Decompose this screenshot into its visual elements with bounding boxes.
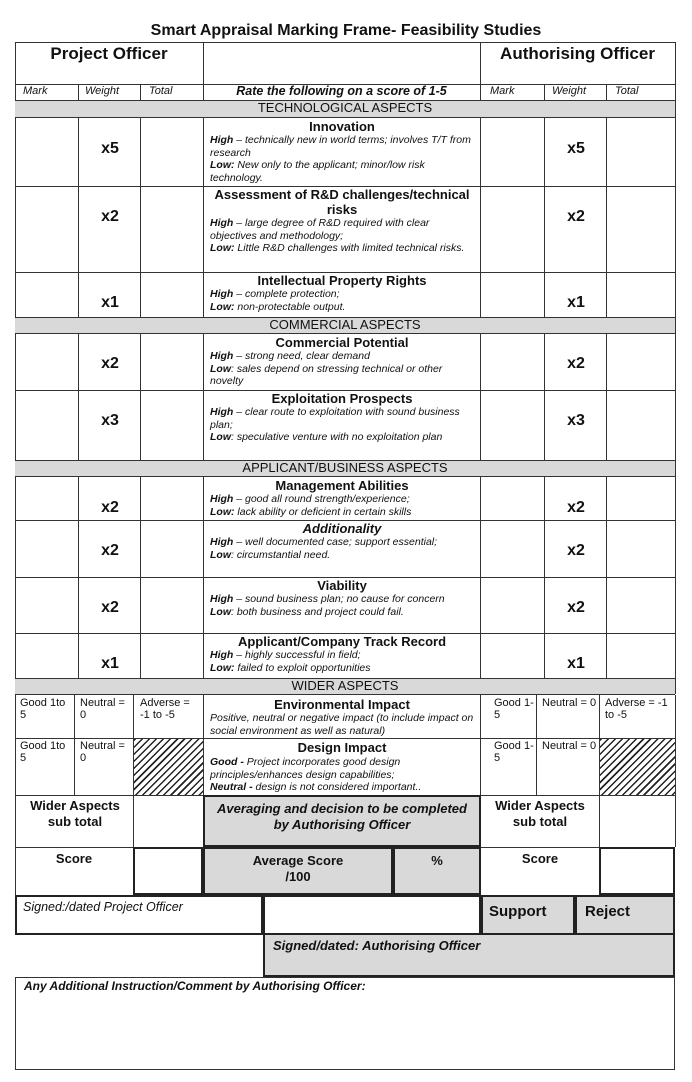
po-mark-cell[interactable] (16, 478, 77, 520)
low-label: Low: (210, 159, 235, 171)
high-text: – strong need, clear demand (233, 350, 370, 362)
col-total-ao: Total (615, 85, 639, 97)
high-text: – sound business plan; no cause for concern (233, 593, 445, 605)
high-text: – highly successful in field; (233, 649, 361, 661)
po-weight: x2 (101, 208, 119, 225)
ao-total-cell[interactable] (607, 335, 674, 390)
comment-label: Any Additional Instruction/Comment by Authorising Officer: (24, 979, 366, 993)
criterion-title: Commercial Potential (275, 335, 409, 350)
criterion-title: Intellectual Property Rights (257, 273, 427, 288)
po-score-label: Score (55, 851, 93, 866)
average-score-cell: Average Score /100 (203, 847, 393, 895)
design-neutral-text: design is not considered important.. (252, 781, 422, 793)
high-label: High (210, 350, 234, 362)
page-title: Smart Appraisal Marking Frame- Feasibility Studies (150, 22, 542, 39)
low-label: Low (210, 362, 231, 375)
section-wider: WIDER ASPECTS (15, 678, 675, 695)
po-weight: x2 (101, 355, 119, 372)
ao-weight: x2 (567, 355, 585, 372)
ao-design-neutral: Neutral = 0 (542, 740, 597, 752)
design-good-label: Good - (210, 756, 244, 768)
ao-mark-cell[interactable] (481, 187, 542, 272)
criterion (206, 634, 478, 674)
ao-weight: x2 (567, 542, 585, 559)
high-text: – large degree of R&D required with clear objectives and methodology; (210, 217, 430, 242)
ao-total-cell[interactable] (607, 273, 674, 317)
ao-weight: x3 (567, 412, 585, 429)
po-total-cell[interactable] (141, 478, 202, 520)
po-total-cell[interactable] (141, 273, 202, 317)
low-text: : both business and project could fail. (231, 605, 404, 618)
high-label: High (210, 593, 234, 605)
po-mark-cell[interactable] (16, 335, 77, 390)
ao-total-cell[interactable] (607, 634, 674, 678)
comment-box[interactable] (15, 977, 675, 1070)
reject-button[interactable]: Reject (575, 895, 675, 935)
criterion (206, 335, 478, 388)
high-text: – complete protection; (233, 288, 340, 300)
po-env-neutral: Neutral = 0 (80, 697, 125, 721)
ao-mark-cell[interactable] (481, 521, 542, 577)
low-text: Little R&D challenges with limited technical risks. (234, 242, 465, 254)
design-impact-title: Design Impact (297, 740, 387, 755)
po-design-good: Good 1to 5 (20, 740, 66, 764)
criterion-title: Assessment of R&D challenges/technical risks (214, 187, 470, 217)
section-applicant: APPLICANT/BUSINESS ASPECTS (15, 460, 675, 477)
po-env-adverse: Adverse = -1 to -5 (140, 697, 190, 721)
averaging-note: Averaging and decision to be completed by Authorising Officer (203, 795, 481, 847)
low-label: Low: (210, 661, 235, 674)
col-mark-po: Mark (23, 85, 48, 97)
criterion-title: Management Abilities (275, 478, 409, 493)
high-text: – technically new in world terms; involves T/T from research (210, 134, 471, 159)
po-design-neutral: Neutral = 0 (80, 740, 125, 764)
ao-env-good: Good 1-5 (494, 697, 534, 721)
po-signature-box[interactable]: Signed:/dated Project Officer (15, 895, 263, 935)
env-impact-desc: Positive, neutral or negative impact (to include impact on social environment as well as natural) (210, 712, 474, 737)
po-total-cell[interactable] (141, 634, 202, 678)
ao-score-cell[interactable] (599, 847, 675, 895)
ao-mark-cell[interactable] (481, 273, 542, 317)
po-mark-cell[interactable] (16, 119, 77, 186)
low-label: Low (210, 431, 231, 443)
ao-weight: x2 (567, 208, 585, 225)
high-label: High (210, 536, 234, 548)
high-text: – clear route to exploitation with sound business plan; (210, 406, 460, 431)
ao-env-neutral: Neutral = 0 (542, 697, 597, 709)
criterion (206, 578, 478, 618)
criterion (206, 478, 478, 518)
po-mark-cell[interactable] (16, 521, 77, 577)
high-label: High (210, 493, 234, 505)
criterion (206, 391, 478, 444)
low-text: non-protectable output. (234, 300, 346, 313)
ao-weight: x2 (567, 499, 585, 516)
ao-score-label: Score (521, 851, 559, 866)
criterion (206, 119, 478, 184)
percent-cell[interactable]: % (393, 847, 481, 895)
criterion-title: Additionality (302, 521, 382, 536)
po-env-good: Good 1to 5 (20, 697, 66, 721)
po-total-cell[interactable] (141, 521, 202, 577)
high-label: High (210, 134, 234, 146)
col-mark-ao: Mark (490, 85, 515, 97)
ao-weight: x1 (567, 294, 585, 311)
low-text: failed to exploit opportunities (234, 661, 371, 674)
criterion-title: Exploitation Prospects (271, 391, 413, 406)
authorising-officer-header: Authorising Officer (500, 44, 655, 63)
ao-design-adverse-hatched (600, 739, 675, 795)
criterion (206, 521, 478, 561)
po-mark-cell[interactable] (16, 578, 77, 633)
section-commercial: COMMERCIAL ASPECTS (15, 317, 675, 334)
low-label: Low: (210, 505, 235, 518)
ao-total-cell[interactable] (607, 578, 674, 633)
ao-total-cell[interactable] (607, 478, 674, 520)
po-mark-cell[interactable] (16, 634, 77, 678)
high-text: – well documented case; support essential; (233, 536, 438, 548)
po-mark-cell[interactable] (16, 391, 77, 460)
po-weight: x1 (101, 294, 119, 311)
criterion-title: Applicant/Company Track Record (237, 634, 447, 649)
low-text: : speculative venture with no exploitation plan (231, 431, 443, 443)
env-impact-title: Environmental Impact (274, 697, 410, 712)
high-label: High (210, 217, 234, 229)
ao-mark-cell[interactable] (481, 478, 542, 520)
po-weight: x5 (101, 140, 119, 157)
criterion-title: Viability (317, 578, 367, 593)
low-text: : sales depend on stressing technical or other novelty (210, 362, 443, 387)
ao-wider-sub-total-label: Wider Aspects sub total (495, 798, 585, 829)
po-total-cell[interactable] (141, 391, 202, 460)
design-neutral-label: Neutral - (210, 781, 253, 793)
low-label: Low: (210, 300, 235, 313)
po-wider-sub-total-cell[interactable] (134, 796, 202, 846)
po-total-cell[interactable] (141, 119, 202, 186)
po-total-cell[interactable] (141, 187, 202, 272)
ao-total-cell[interactable] (607, 187, 674, 272)
high-label: High (210, 406, 234, 418)
ao-weight: x2 (567, 599, 585, 616)
po-wider-sub-total-label: Wider Aspects sub total (30, 798, 120, 829)
high-label: High (210, 649, 234, 661)
ao-design-good: Good 1-5 (494, 740, 534, 764)
ao-total-cell[interactable] (607, 119, 674, 186)
po-weight: x3 (101, 412, 119, 429)
ao-mark-cell[interactable] (481, 335, 542, 390)
criterion-title: Innovation (309, 119, 375, 134)
criterion (206, 187, 478, 255)
ao-signature-top[interactable] (263, 895, 481, 935)
po-total-cell[interactable] (141, 578, 202, 633)
low-text: New only to the applicant; minor/low risk technology. (210, 159, 425, 184)
po-design-adverse-hatched (134, 739, 203, 795)
po-total-cell[interactable] (141, 335, 202, 390)
po-weight: x2 (101, 542, 119, 559)
support-button[interactable]: Support (481, 895, 575, 935)
low-label: Low: (210, 242, 235, 254)
design-good-text: Project incorporates good design principles/enhances design capabilities; (210, 756, 401, 781)
project-officer-header: Project Officer (50, 44, 168, 63)
ao-mark-cell[interactable] (481, 119, 542, 186)
criterion (206, 273, 478, 313)
po-weight: x2 (101, 599, 119, 616)
ao-total-cell[interactable] (607, 391, 674, 460)
col-total-po: Total (149, 85, 173, 97)
ao-mark-cell[interactable] (481, 578, 542, 633)
low-text: lack ability or deficient in certain skills (234, 505, 412, 518)
low-text: : circumstantial need. (231, 548, 331, 561)
col-weight-ao: Weight (552, 85, 587, 97)
ao-mark-cell[interactable] (481, 391, 542, 460)
section-technological: TECHNOLOGICAL ASPECTS (15, 100, 675, 118)
po-score-cell[interactable] (133, 847, 203, 895)
high-label: High (210, 288, 234, 300)
low-label: Low (210, 605, 231, 618)
ao-env-adverse: Adverse = -1 to -5 (605, 697, 668, 721)
col-weight-po: Weight (85, 85, 120, 97)
po-mark-cell[interactable] (16, 187, 77, 272)
ao-weight: x5 (567, 140, 585, 157)
ao-wider-sub-total-cell[interactable] (600, 796, 674, 846)
po-mark-cell[interactable] (16, 273, 77, 317)
ao-mark-cell[interactable] (481, 634, 542, 678)
low-label: Low (210, 548, 231, 561)
ao-total-cell[interactable] (607, 521, 674, 577)
ao-signature-box[interactable]: Signed/dated: Authorising Officer (263, 933, 675, 977)
ao-weight: x1 (567, 655, 585, 672)
po-weight: x1 (101, 655, 119, 672)
rate-instruction: Rate the following on a score of 1-5 (236, 84, 447, 98)
po-weight: x2 (101, 499, 119, 516)
high-text: – good all round strength/experience; (233, 493, 410, 505)
